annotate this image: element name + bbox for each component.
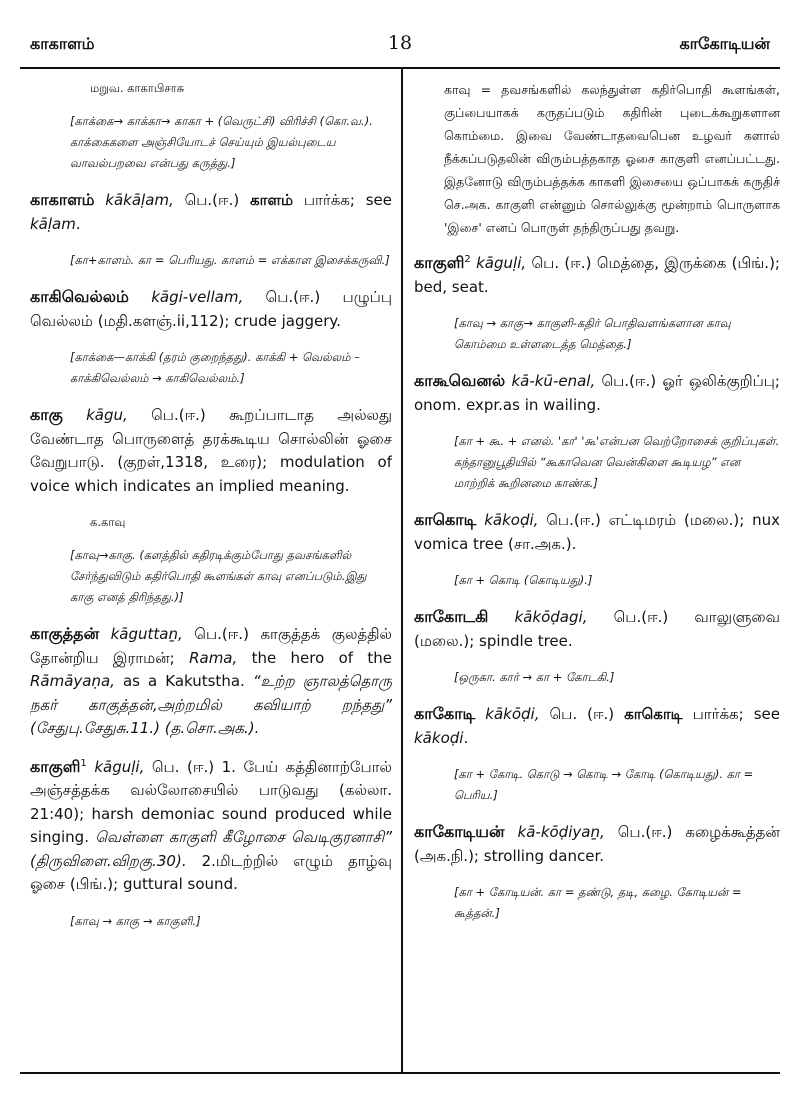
entry-text: பெ.(ஈ.) (173, 191, 251, 209)
headword: காகிவெல்லம் (30, 287, 129, 306)
transliteration: Rāmāyaṇa, (30, 672, 115, 690)
headword: காகாளம் (30, 190, 95, 209)
headword: காகோடி (414, 704, 476, 723)
entry-text: பெ.(ஈ.) பழுப்பு வெல்லம் (மதி.களஞ்.ii,112); crude jaggery. (30, 288, 392, 330)
headword: காகுளி (414, 253, 465, 272)
transliteration: kāguttaṉ, (110, 625, 183, 643)
entry-text: பெ.(ஈ.) கூறப்பாடாத அல்லது வேண்டாத பொருளைத் தரக்கூடிய சொல்லின் ஓசை வேறுபாடு. (குறள்,1318, உரை); modulation of voice which indicates an implied meaning. (30, 406, 392, 495)
headword: காகுத்தன் (30, 624, 100, 643)
cross-reference: காகொடி (624, 705, 683, 723)
dictionary-entry (414, 820, 780, 868)
left-column (30, 78, 392, 1070)
page-number: 18 (387, 32, 413, 54)
entry-text: பெ. (ஈ.) 1. பேய் கத்தினாற்போல் அஞ்சத்தக்க வல்லோசையில் பாடுவது (கல்லா. 21:40); harsh demoniac sound produced while singing. (30, 757, 392, 846)
etymology-note: [கா + கூ. + எனல். 'கா' 'கூ'என்பன வெற்றோசைக் குறிப்புகள். கந்தானுபூதியில் “கூகாவென வென்கிளை கூடியழ” என மாற்றிக் கூறினமை காண்க.] (454, 434, 780, 490)
synonym-note: மறுவ. காகாபிசாசு (90, 81, 185, 95)
homonym-number: 2 (464, 254, 471, 265)
transliteration: kākāḷam, (105, 191, 174, 209)
dictionary-entry (414, 369, 780, 417)
entry-text: பெ.(ஈ.) காகுத்தக் குலத்தில் தோன்றிய இராமன்; (30, 625, 392, 667)
entry-text: . (75, 214, 81, 233)
headword: காகூவெனல் (414, 371, 506, 390)
entry-text: 2.மிடற்றில் எழும் தாழ்வு ஓசை (பிங்.); guttural sound. (30, 851, 392, 893)
transliteration: kāguḷi, (476, 254, 527, 272)
entry-text: the hero of the (237, 648, 392, 667)
entry-text: பெ.(ஈ.) கழைக்கூத்தன் (அக.நி.); strolling dancer. (414, 823, 780, 865)
dictionary-entry (30, 403, 392, 498)
transliteration: kā-kōḍiyaṉ, (517, 823, 605, 841)
etymology-note: [காவு→காகு. (களத்தில் கதிரடிக்கும்போது தவசங்களில் சேர்ந்துவிடும் கதிர்பொதி கூளங்கள் காவு எனப்படும்.இது காகு எனத் திரிந்தது.)] (70, 548, 367, 604)
headword: காகொடி (414, 510, 477, 529)
page-header (20, 30, 780, 60)
transliteration: kāgu, (86, 406, 128, 424)
etymology-note: [ஒருகா. கார் → கா + கோடகி.] (454, 670, 615, 684)
transliteration: kākoḍi, (484, 511, 539, 529)
etymology-note: [காக்கை—காக்கி (தரம் குறைந்தது). காக்கி + வெல்லம் – காக்கிவெல்லம் → காகிவெல்லம்.] (70, 350, 360, 385)
etymology-note: [கா + கோடியன். கா = தண்டு, தடி, கழை. கோடியன் = கூத்தன்.] (454, 885, 742, 920)
etymology-note: [காவு → காகு → காகுளி.] (70, 913, 201, 928)
dictionary-entry (414, 251, 780, 299)
etymology-note: [காக்கை→ காக்கா→ காகா + (வெருட்சி) விரிச்சி (கொ.வ.). காக்கைகளை அஞ்சியோடச் செய்யும் இயல்புடைய வாவல்பறவை என்பது கருத்து.] (70, 114, 373, 170)
continuation-note: காவு = தவசங்களில் கலந்துள்ள கதிர்பொதி கூளங்கள், குப்பையாகக் கருதப்படும் கதிரின் புடைக்கூறுகளான கொம்மை. இவை வேண்டாதவைபென உழவர் களால் நீக்கப்படுதலின் விரும்பத்தகாத ஓசை காகுளி எனப்பட்டது. இதனோடு விரும்பத்தக்க காகளி இசையை ஒப்பாகக் கருதிச் செ.அக. காகுளி என்னும் சொல்லுக்கு மூன்றாம் பொருளாக 'இசை' எனப் பொருள் தந்திருப்பது தவறு. (444, 82, 780, 235)
entry-text: பெ. (ஈ.) (539, 705, 625, 723)
quotation: “உற்ற ஞாலத்தொரு நகர் காகுத்தன்,அற்றமில் கவியாற் றந்தது” (சேதுபு.சேதுசு.11.) (த.சொ.அக.). (30, 672, 392, 737)
header-rule (20, 67, 780, 69)
dictionary-entry (30, 285, 392, 333)
headword: காகோடகி (414, 607, 489, 626)
headword: காகோடியன் (414, 822, 505, 841)
right-column (414, 78, 780, 1070)
running-head-left: காகாளம் (30, 34, 95, 53)
dictionary-entry (414, 508, 780, 556)
headword: காகுளி (30, 756, 81, 776)
transliteration: kākōḍi, (485, 705, 540, 723)
entry-text: பெ. (ஈ.) மெத்தை, இருக்கை (பிங்.); bed, seat. (414, 254, 780, 296)
entry-text: பெ.(ஈ.) எட்டிமரம் (மலை.); nux vomica tree (சா.அக.). (414, 511, 780, 553)
transliteration: kākoḍi (414, 728, 464, 747)
column-divider (401, 67, 403, 1072)
entry-text: பெ.(ஈ.) ஓர் ஒலிக்குறிப்பு; onom. expr.as in wailing. (414, 372, 780, 414)
transliteration: kākōḍagi, (514, 608, 588, 626)
entry-text: பார்க்க; see (682, 705, 780, 723)
transliteration: kā-kū-enal, (511, 372, 596, 390)
running-head-right: காகோடியன் (679, 34, 770, 53)
entry-text: as a Kakutstha. (114, 672, 253, 690)
footer-rule (20, 1072, 780, 1074)
headword: காகு (30, 405, 63, 424)
entry-text: பார்க்க; see (293, 191, 392, 209)
entry-text: . (463, 728, 469, 747)
dictionary-entry (30, 622, 392, 741)
cognate-note: க.காவு (90, 515, 126, 529)
transliteration: Rama, (189, 648, 238, 667)
transliteration: kāgi-vellam, (151, 288, 244, 306)
etymology-note: [கா + கோடி. கொடு → கொடி → கோடி (கொடியது). கா = பெரிய.] (454, 767, 754, 802)
homonym-number: 1 (80, 757, 87, 769)
cross-reference: காளம் (250, 191, 294, 209)
dictionary-entry (30, 755, 392, 897)
entry-text: பெ.(ஈ.) வாலுளுவை (மலை.); spindle tree. (414, 608, 780, 650)
transliteration: kāḷam (30, 214, 76, 233)
dictionary-entry (414, 605, 780, 653)
dictionary-entry (414, 702, 780, 750)
etymology-note: [கா+காளம். கா = பெரியது. காளம் = எக்காள இசைக்கருவி.] (70, 253, 390, 267)
transliteration: kāguḷi, (94, 757, 145, 776)
quotation: வெள்ளை காகுளி கீழோசை வெடிகுரனாசி” (திருவிளை.விறகு.30). (30, 828, 392, 870)
dictionary-entry (30, 188, 392, 236)
etymology-note: [காவு → காகு→ காகுளி-கதிர் பொதிவளங்களான காவு கொம்மை உள்ளடைத்த மெத்தை.] (454, 316, 731, 351)
etymology-note: [கா + கொடி (கொடியது).] (454, 573, 593, 587)
